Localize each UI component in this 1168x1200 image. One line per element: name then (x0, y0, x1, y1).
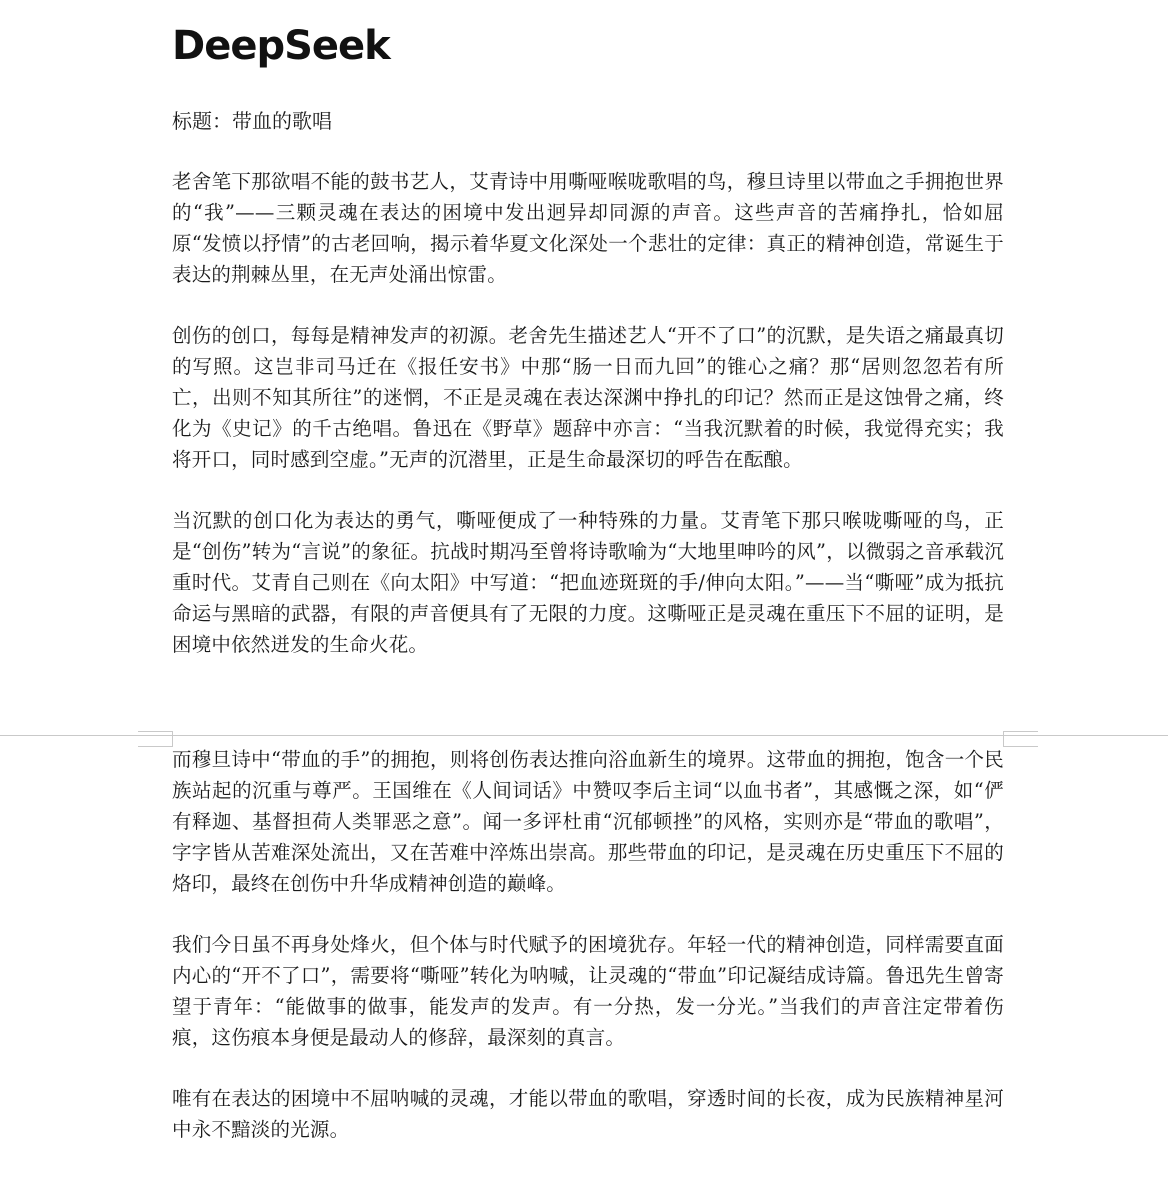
paragraph: 当沉默的创口化为表达的勇气，嘶哑便成了一种特殊的力量。艾青笔下那只喉咙嘶哑的鸟，正是“创伤”转为“言说”的象征。抗战时期冯至曾将诗歌喻为“大地里呻吟的风”，以微弱之音承载沉重时代。艾青自己则在《向太阳》中写道：“把血迹斑斑的手/伸向太阳。”——当“嘶哑”成为抵抗命运与黑暗的武器，有限的声音便具有了无限的力度。这嘶哑正是灵魂在重压下不屈的证明，是困境中依然迸发的生命火花。 (172, 509, 1004, 656)
page-break-line (0, 735, 1168, 736)
paragraph: 创伤的创口，每每是精神发声的初源。老舍先生描述艺人“开不了口”的沉默，是失语之痛最真切的写照。这岂非司马迁在《报任安书》中那“肠一日而九回”的锥心之痛？那“居则忽忽若有所亡，出则不知其所往”的迷惘，不正是灵魂在表达深渊中挣扎的印记？然而正是这蚀骨之痛，终化为《史记》的千古绝唱。鲁迅在《野草》题辞中亦言：“当我沉默着的时候，我觉得充实；我将开口，同时感到空虚。”无声的沉潜里，正是生命最深切的呼告在酝酿。 (172, 324, 1004, 471)
paragraph: 老舍笔下那欲唱不能的鼓书艺人，艾青诗中用嘶哑喉咙歌唱的鸟，穆旦诗里以带血之手拥抱世界的“我”——三颗灵魂在表达的困境中发出迥异却同源的声音。这些声音的苦痛挣扎，恰如屈原“发愤以抒情”的古老回响，揭示着华夏文化深处一个悲壮的定律：真正的精神创造，常诞生于表达的荆棘丛里，在无声处涌出惊雷。 (172, 170, 1004, 286)
paragraph: 唯有在表达的困境中不屈呐喊的灵魂，才能以带血的歌唱，穿透时间的长夜，成为民族精神星河中永不黯淡的光源。 (172, 1087, 1004, 1141)
page-corner-mark-right (1003, 731, 1038, 747)
page-corner-mark-left (138, 731, 173, 747)
deepseek-logo: DeepSeek (172, 23, 390, 69)
document-page-2 (172, 744, 1004, 1175)
document-page-1 (172, 20, 1004, 690)
paragraph: 我们今日虽不再身处烽火，但个体与时代赋予的困境犹存。年轻一代的精神创造，同样需要直面内心的“开不了口”，需要将“嘶哑”转化为呐喊，让灵魂的“带血”印记凝结成诗篇。鲁迅先生曾寄望于青年：“能做事的做事，能发声的发声。有一分热，发一分光。”当我们的声音注定带着伤痕，这伤痕本身便是最动人的修辞，最深刻的真言。 (172, 933, 1004, 1049)
paragraph: 而穆旦诗中“带血的手”的拥抱，则将创伤表达推向浴血新生的境界。这带血的拥抱，饱含一个民族站起的沉重与尊严。王国维在《人间词话》中赞叹李后主词“以血书者”，其感慨之深，如“俨有释迦、基督担荷人类罪恶之意”。闻一多评杜甫“沉郁顿挫”的风格，实则亦是“带血的歌唱”，字字皆从苦难深处流出，又在苦难中淬炼出崇高。那些带血的印记，是灵魂在历史重压下不屈的烙印，最终在创伤中升华成精神创造的巅峰。 (172, 748, 1004, 895)
essay-title: 标题：带血的歌唱 (172, 109, 332, 133)
